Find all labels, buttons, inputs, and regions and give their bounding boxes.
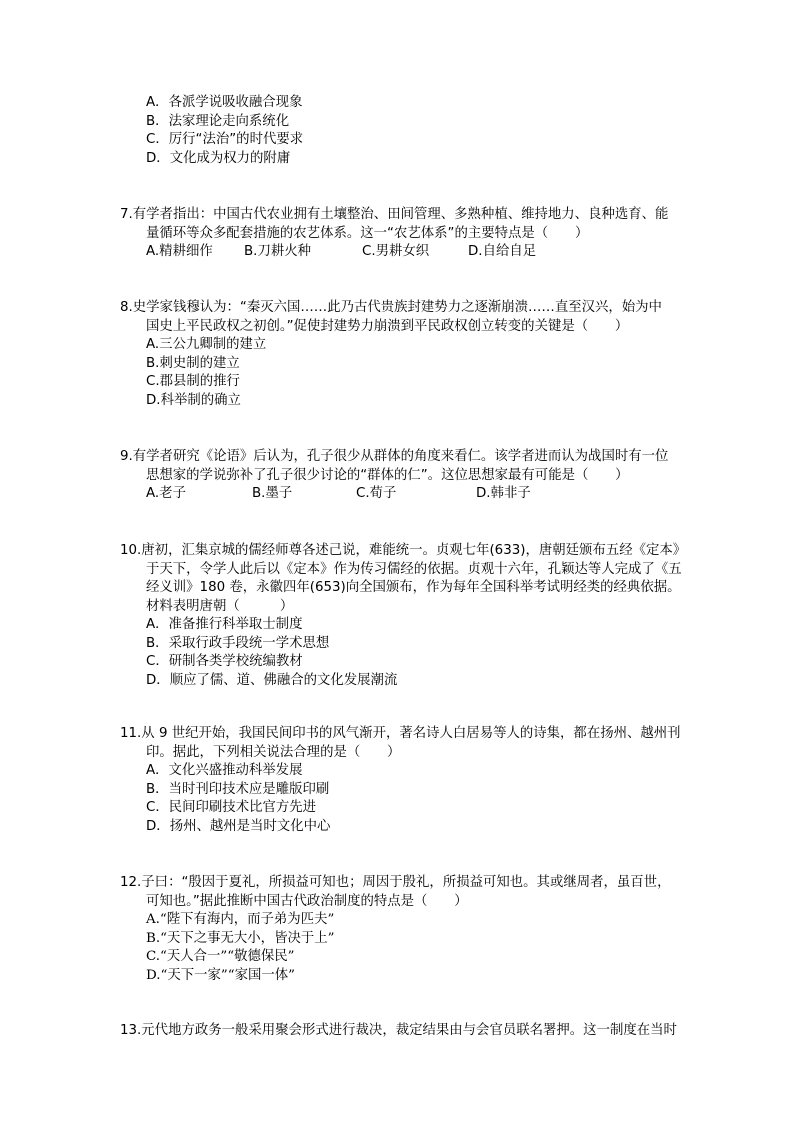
- option-c: C.“天人合一”“敬德保民”: [146, 949, 295, 964]
- question-text: 经义训》180 卷，永徽四年(653)向全国颁布，作为每年全国科举考试明经类的经典依据。: [146, 580, 681, 595]
- option-b: B．法家理论走向系统化: [146, 113, 290, 129]
- option-c: C.郡县制的推行: [146, 374, 240, 389]
- option-d: D.自给自足: [468, 244, 537, 259]
- option-c: C．厉行“法治”的时代要求: [146, 132, 304, 147]
- option-b: B．当时刊印技术应是雕版印刷: [146, 781, 330, 797]
- option-d: D.韩非子: [476, 486, 531, 501]
- question-6: [120, 94, 700, 168]
- question-13: [120, 1022, 700, 1041]
- option-a: A．准备推行科举取士制度: [146, 617, 303, 632]
- question-text: 思想家的学说弥补了孔子很少讨论的“群体的仁”。这位思想家最有可能是（ ）: [146, 467, 629, 483]
- option-b: B.刺史制的建立: [146, 355, 240, 371]
- question-8: [120, 299, 700, 410]
- option-a: A.“陛下有海内，而子弟为匹夫”: [146, 912, 335, 927]
- option-a: A．各派学说吸收融合现象: [146, 95, 303, 110]
- option-b: B.墨子: [252, 486, 293, 501]
- option-d: D．文化成为权力的附庸: [146, 150, 291, 166]
- option-d: D．扬州、越州是当时文化中心: [146, 818, 331, 834]
- option-a: A.老子: [146, 486, 186, 501]
- option-b: B.“天下之事无大小，皆决于上”: [146, 930, 335, 946]
- question-text: 10.唐初，汇集京城的儒经师尊各述己说，难能统一。贞观七年(633)，唐朝廷颁布五经《定本》: [120, 543, 687, 558]
- option-c: C．民间印刷技术比官方先进: [146, 800, 317, 815]
- option-d: D．顺应了儒、道、佛融合的文化发展潮流: [146, 672, 398, 688]
- question-text: 印。据此，下列相关说法合理的是（ ）: [146, 744, 401, 760]
- question-text: 量循环等众多配套措施的农艺体系。这一“农艺体系”的主要特点是（ ）: [146, 225, 589, 241]
- question-12: [120, 874, 700, 985]
- question-7: [120, 206, 700, 262]
- question-text: 11.从 9 世纪开始，我国民间印书的风气渐开，著名诗人白居易等人的诗集，都在扬州、越州刊: [120, 726, 681, 741]
- question-text: 7.有学者指出：中国古代农业拥有土壤整治、田间管理、多熟种植、维持地力、良种选育、能: [120, 207, 669, 222]
- option-b: B.刀耕火种: [244, 244, 312, 259]
- option-c: C．研制各类学校统编教材: [146, 654, 303, 669]
- option-b: B．采取行政手段统一学术思想: [146, 635, 330, 651]
- question-10: [120, 542, 700, 690]
- question-9: [120, 448, 700, 504]
- option-d: D.“天下一家”“家国一体”: [146, 967, 296, 983]
- option-c: C.荀子: [356, 486, 397, 501]
- option-a: A．文化兴盛推动科举发展: [146, 763, 303, 778]
- option-a: A.精耕细作: [146, 244, 213, 259]
- question-text: 8.史学家钱穆认为：“秦灭六国……此乃古代贵族封建势力之逐渐崩溃……直至汉兴，始为中: [120, 300, 662, 315]
- question-text: 于天下，令学人此后以《定本》作为传习儒经的依据。贞观十六年，孔颖达等人完成了《五: [146, 561, 682, 577]
- question-text: 9.有学者研究《论语》后认为，孔子很少从群体的角度来看仁。该学者进而认为战国时有一位: [120, 449, 669, 464]
- option-a: A.三公九卿制的建立: [146, 337, 267, 352]
- option-c: C.男耕女织: [362, 244, 430, 259]
- option-d: D.科举制的确立: [146, 392, 241, 408]
- question-text: 可知也。”据此推断中国古代政治制度的特点是（ ）: [146, 893, 468, 909]
- question-text: 12.子曰：“殷因于夏礼，所损益可知也；周因于殷礼，所损益可知也。其或继周者，虽百世，: [120, 875, 671, 890]
- question-11: [120, 725, 700, 836]
- options-row: [120, 243, 700, 262]
- question-text: 13.元代地方政务一般采用聚会形式进行裁决，裁定结果由与会官员联名署押。这一制度在当时: [120, 1023, 677, 1038]
- question-text: 材料表明唐朝（ ）: [146, 598, 294, 614]
- options-row: [120, 485, 700, 504]
- question-text: 国史上平民政权之初创。”促使封建势力崩溃到平民政权创立转变的关键是（ ）: [146, 318, 629, 334]
